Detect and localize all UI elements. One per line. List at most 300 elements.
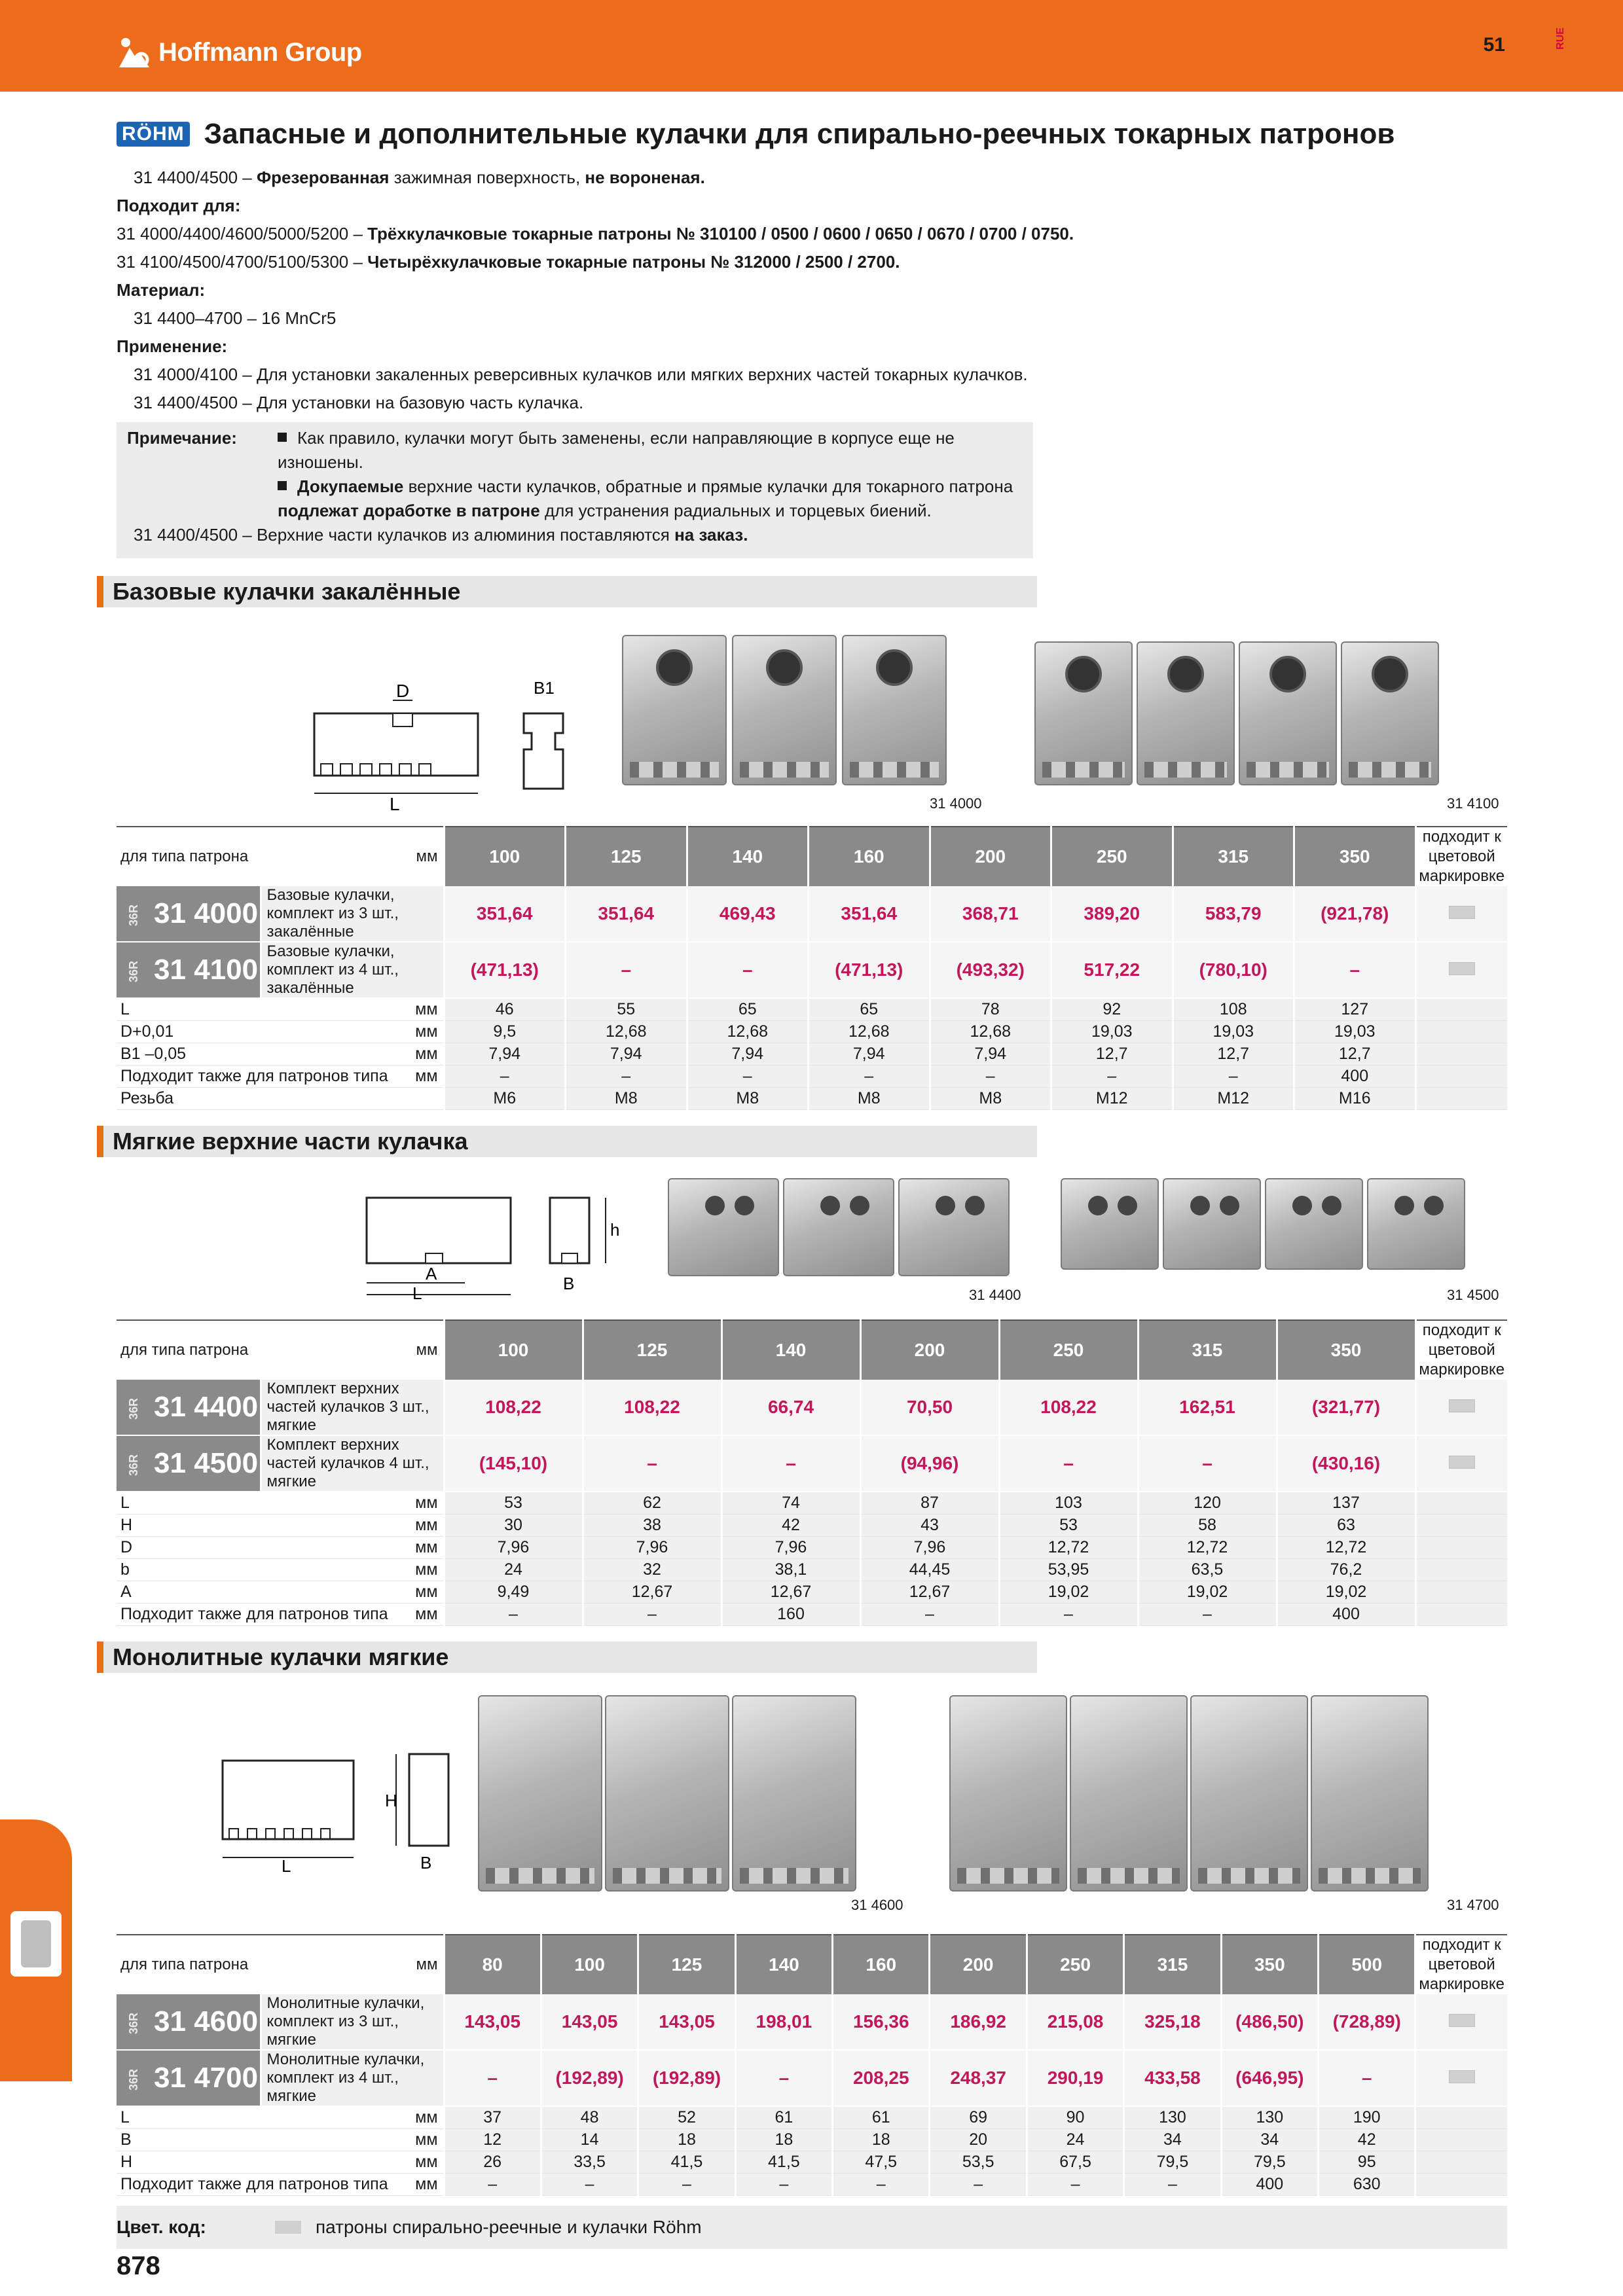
spec-value: 24 <box>444 1558 583 1581</box>
spec-value: 12,72 <box>999 1536 1138 1558</box>
jaw-photo <box>1367 1178 1465 1270</box>
bullet-icon <box>278 481 287 490</box>
spec-value: 55 <box>566 998 687 1020</box>
spec-value: 69 <box>930 2106 1027 2128</box>
spec-unit: мм <box>405 1514 444 1536</box>
chuck-size: 100 <box>444 827 566 886</box>
color-code-cell <box>1415 886 1507 942</box>
spec-value: 160 <box>721 1603 860 1625</box>
price-cell: 70,50 <box>860 1380 999 1435</box>
price-cell: (471,13) <box>444 942 566 998</box>
spec-value: – <box>735 2173 832 2195</box>
header-label: для типа патрона <box>117 1320 405 1380</box>
price-cell: (430,16) <box>1277 1435 1415 1492</box>
jaw-photo <box>732 635 837 785</box>
spec-value: 38 <box>583 1514 721 1536</box>
spec-name: L <box>117 1492 405 1514</box>
spec-row <box>117 1581 1507 1603</box>
spec-value: 12,68 <box>566 1020 687 1043</box>
product-description: Монолитные кулачки, комплект из 3 шт., мягкие <box>261 1994 444 2050</box>
price-cell: 66,74 <box>721 1380 860 1435</box>
title-row <box>117 118 1395 151</box>
spec-value: 12,68 <box>809 1020 930 1043</box>
article-prefix: 36R <box>127 1454 141 1476</box>
spec-value: 630 <box>1319 2173 1415 2195</box>
spec-value: 19,03 <box>1173 1020 1294 1043</box>
spec-unit: мм <box>405 1020 444 1043</box>
bold-text: Фрезерованная <box>256 168 390 187</box>
spec-value: 7,94 <box>444 1043 566 1065</box>
spec-value: 92 <box>1051 998 1173 1020</box>
spec-tail <box>1415 998 1507 1020</box>
spec-value: 7,94 <box>930 1043 1051 1065</box>
spec-value: 12,7 <box>1294 1043 1416 1065</box>
chuck-size: 160 <box>809 827 930 886</box>
color-swatch <box>1449 1399 1475 1412</box>
product-description: Базовые кулачки, комплект из 4 шт., закалённые <box>261 942 444 998</box>
chuck-size: 315 <box>1124 1935 1221 1994</box>
spec-value: 7,96 <box>721 1536 860 1558</box>
spec-value: M8 <box>809 1087 930 1109</box>
product-row <box>117 1380 1507 1435</box>
chuck-size: 100 <box>444 1320 583 1380</box>
spec-name: H <box>117 1514 405 1536</box>
spec-value: 53 <box>999 1514 1138 1536</box>
spec-value: 12,72 <box>1277 1536 1415 1558</box>
chuck-size: 350 <box>1277 1320 1415 1380</box>
header-row <box>117 1935 1507 1994</box>
spec-unit: мм <box>405 1581 444 1603</box>
spec-value: – <box>1051 1065 1173 1087</box>
jaw-photo <box>1163 1178 1261 1270</box>
spec-value: 38,1 <box>721 1558 860 1581</box>
section-header-base-jaws <box>97 576 1037 607</box>
price-cell: 325,18 <box>1124 1994 1221 2050</box>
article-code: 31 4000 <box>154 897 259 929</box>
spec-value: 79,5 <box>1221 2151 1318 2173</box>
dim-a-label: A <box>426 1264 437 1283</box>
spec-value: 20 <box>930 2128 1027 2151</box>
spec-value: 53 <box>444 1492 583 1514</box>
spec-value: 44,45 <box>860 1558 999 1581</box>
note-box <box>117 422 1033 558</box>
spec-row <box>117 1087 1507 1109</box>
price-cell: 108,22 <box>999 1380 1138 1435</box>
spec-name: B <box>117 2128 405 2151</box>
jaw-photo <box>949 1695 1067 1892</box>
dim-h-label: H <box>385 1791 397 1810</box>
section-title: Монолитные кулачки мягкие <box>113 1643 449 1670</box>
jaw-photo <box>898 1178 1010 1276</box>
chuck-size: 125 <box>638 1935 735 1994</box>
spec-row <box>117 1492 1507 1514</box>
price-cell: (921,78) <box>1294 886 1416 942</box>
article-number <box>117 1380 261 1435</box>
spec-tail <box>1415 1581 1507 1603</box>
article-number <box>117 1994 261 2050</box>
spec-value: 34 <box>1124 2128 1221 2151</box>
price-cell: (728,89) <box>1319 1994 1415 2050</box>
chuck-size: 350 <box>1294 827 1416 886</box>
spec-value: 12,7 <box>1051 1043 1173 1065</box>
spec-value: – <box>930 2173 1027 2195</box>
spec-value: 130 <box>1221 2106 1318 2128</box>
color-code-cell <box>1415 1435 1507 1492</box>
hoffmann-logo <box>117 33 362 72</box>
spec-value: 130 <box>1124 2106 1221 2128</box>
price-cell: 517,22 <box>1051 942 1173 998</box>
product-row <box>117 2050 1507 2106</box>
jaw-photo <box>732 1695 856 1892</box>
price-cell: (646,95) <box>1221 2050 1318 2106</box>
section-title: Мягкие верхние части кулачка <box>113 1128 468 1155</box>
dim-b-label: B <box>420 1853 432 1873</box>
caption-314700: 31 4700 <box>1447 1897 1499 1913</box>
spec-value: 32 <box>583 1558 721 1581</box>
spec-value: – <box>687 1065 809 1087</box>
spec-tail <box>1415 1514 1507 1536</box>
spec-value: – <box>638 2173 735 2195</box>
price-cell: (94,96) <box>860 1435 999 1492</box>
spec-value: 18 <box>735 2128 832 2151</box>
spec-value: – <box>583 1603 721 1625</box>
spec-unit: мм <box>405 1492 444 1514</box>
spec-tail <box>1415 2106 1507 2128</box>
spec-value: – <box>1124 2173 1221 2195</box>
spec-value: 87 <box>860 1492 999 1514</box>
spec-value: M8 <box>687 1087 809 1109</box>
spec-value: 12 <box>444 2128 541 2151</box>
article-number <box>117 2050 261 2106</box>
spec-value: 103 <box>999 1492 1138 1514</box>
spec-value: – <box>1138 1603 1277 1625</box>
note-row: 31 4400/4500 – Верхние части кулачков из алюминия поставляются на заказ. <box>134 525 748 545</box>
header-label: для типа патрона <box>117 1935 405 1994</box>
material-line: 31 4400–4700 – 16 MnCr5 <box>134 308 337 328</box>
price-cell: 143,05 <box>444 1994 541 2050</box>
price-cell: 215,08 <box>1027 1994 1123 2050</box>
jaw-photo <box>1341 641 1439 785</box>
spec-value: 52 <box>638 2106 735 2128</box>
chuck-size: 140 <box>687 827 809 886</box>
spec-value: – <box>444 1065 566 1087</box>
spec-row <box>117 1536 1507 1558</box>
caption-314500: 31 4500 <box>1447 1287 1499 1303</box>
dim-l-label: L <box>282 1856 291 1876</box>
product-description: Монолитные кулачки, комплект из 4 шт., мягкие <box>261 2050 444 2106</box>
base-jaws-table <box>117 826 1507 1110</box>
spec-value: 63,5 <box>1138 1558 1277 1581</box>
spec-value: 9,49 <box>444 1581 583 1603</box>
article-number <box>117 1435 261 1492</box>
spec-value: 19,02 <box>1277 1581 1415 1603</box>
spec-value: 12,67 <box>721 1581 860 1603</box>
spec-value: 12,7 <box>1173 1043 1294 1065</box>
price-cell: (780,10) <box>1173 942 1294 998</box>
spec-value: 12,67 <box>860 1581 999 1603</box>
price-cell: – <box>735 2050 832 2106</box>
product-description: Базовые кулачки, комплект из 3 шт., закалённые <box>261 886 444 942</box>
price-cell: – <box>1319 2050 1415 2106</box>
spec-name: B1 –0,05 <box>117 1043 405 1065</box>
spec-tail <box>1415 1043 1507 1065</box>
spec-value: 48 <box>541 2106 638 2128</box>
usage-label: Применение: <box>117 336 228 356</box>
spec-value: 43 <box>860 1514 999 1536</box>
spec-value: 58 <box>1138 1514 1277 1536</box>
price-cell: 469,43 <box>687 886 809 942</box>
jaw-photo <box>622 635 727 785</box>
intro-line <box>117 164 1360 192</box>
spec-row <box>117 998 1507 1020</box>
chuck-size: 125 <box>566 827 687 886</box>
dim-b-label: B <box>563 1274 575 1293</box>
caption-314600: 31 4600 <box>851 1897 903 1913</box>
spec-value: M12 <box>1051 1087 1173 1109</box>
spec-value: M16 <box>1294 1087 1416 1109</box>
price-cell: (486,50) <box>1221 1994 1318 2050</box>
color-code-cell <box>1415 1380 1507 1435</box>
page-number-bottom: 878 <box>117 2251 160 2280</box>
jaw-photo <box>668 1178 779 1276</box>
header-unit: мм <box>405 827 444 886</box>
jaw-photo <box>1265 1178 1363 1270</box>
article-prefix: 36R <box>127 2068 141 2090</box>
base-jaws-4-photo <box>1034 641 1439 785</box>
text: зажимная поверхность, <box>393 168 581 187</box>
spec-tail <box>1415 2128 1507 2151</box>
spec-value: – <box>444 1603 583 1625</box>
monolithic-jaw-drawing <box>210 1741 471 1878</box>
spec-row <box>117 1065 1507 1087</box>
header-unit: мм <box>405 1935 444 1994</box>
jaw-photo <box>478 1695 602 1892</box>
article-code: 31 4500 <box>154 1447 259 1479</box>
intro-block <box>117 164 1360 417</box>
spec-value: 19,03 <box>1051 1020 1173 1043</box>
dim-d-label: D <box>396 681 410 701</box>
product-row <box>117 1435 1507 1492</box>
price-cell: 108,22 <box>583 1380 721 1435</box>
spec-value: 34 <box>1221 2128 1318 2151</box>
spec-value: – <box>860 1603 999 1625</box>
product-description: Комплект верхних частей кулачков 3 шт., мягкие <box>261 1380 444 1435</box>
price-cell: 351,64 <box>444 886 566 942</box>
price-cell: (493,32) <box>930 942 1051 998</box>
spec-tail <box>1415 1087 1507 1109</box>
note-label: Примечание: <box>127 428 237 448</box>
article-prefix: 36R <box>127 960 141 982</box>
chuck-size: 250 <box>1051 827 1173 886</box>
price-cell: 368,71 <box>930 886 1051 942</box>
spec-value: 18 <box>833 2128 930 2151</box>
jaw-photo <box>783 1178 894 1276</box>
spec-value: – <box>1027 2173 1123 2195</box>
spec-value: 37 <box>444 2106 541 2128</box>
spec-row <box>117 2151 1507 2173</box>
spec-value: 65 <box>687 998 809 1020</box>
chuck-size: 140 <box>721 1320 860 1380</box>
spec-unit <box>405 1087 444 1109</box>
spec-value: 12,72 <box>1138 1536 1277 1558</box>
article-code: 31 4700 <box>154 2062 259 2094</box>
fit-line-2: 31 4100/4500/4700/5100/5300 – Четырёхкулачковые токарные патроны № 312000 / 2500 / 2700. <box>117 252 900 272</box>
chuck-category-icon <box>10 1911 62 1977</box>
base-jaw-drawing <box>308 674 583 812</box>
caption-314100: 31 4100 <box>1447 795 1499 812</box>
spec-value: 76,2 <box>1277 1558 1415 1581</box>
price-cell: 290,19 <box>1027 2050 1123 2106</box>
spec-unit: мм <box>405 1603 444 1625</box>
spec-value: 24 <box>1027 2128 1123 2151</box>
color-code-cell <box>1415 942 1507 998</box>
spec-value: 41,5 <box>735 2151 832 2173</box>
spec-unit: мм <box>405 1558 444 1581</box>
article-number <box>117 942 261 998</box>
spec-value: 7,96 <box>860 1536 999 1558</box>
hoffmann-logo-icon <box>117 35 152 70</box>
chuck-size: 250 <box>999 1320 1138 1380</box>
spec-value: 95 <box>1319 2151 1415 2173</box>
spec-name: L <box>117 998 405 1020</box>
material-label: Материал: <box>117 280 206 300</box>
legend-swatch <box>275 2221 301 2234</box>
soft-top-jaws-3-photo <box>668 1178 1010 1276</box>
price-cell: 162,51 <box>1138 1380 1277 1435</box>
spec-value: – <box>930 1065 1051 1087</box>
spec-value: – <box>999 1603 1138 1625</box>
section-header-soft-top-jaws <box>97 1126 1037 1157</box>
chuck-size: 160 <box>833 1935 930 1994</box>
legend-text: патроны спирально-реечные и кулачки Röhm <box>316 2217 702 2237</box>
color-code-cell <box>1415 1994 1507 2050</box>
price-cell: (192,89) <box>638 2050 735 2106</box>
page-title: Запасные и дополнительные кулачки для спирально-реечных токарных патронов <box>204 118 1395 150</box>
spec-unit: мм <box>405 2106 444 2128</box>
spec-value: 120 <box>1138 1492 1277 1514</box>
soft-top-jaws-table <box>117 1319 1507 1626</box>
spec-value: – <box>809 1065 930 1087</box>
spec-value: – <box>541 2173 638 2195</box>
rohm-logo: RÖHM <box>117 122 190 147</box>
article-code: 31 4100 <box>154 954 259 986</box>
product-description: Комплект верхних частей кулачков 4 шт., мягкие <box>261 1435 444 1492</box>
fits-label: Подходит для: <box>117 196 241 215</box>
spec-tail <box>1415 1020 1507 1043</box>
spec-row <box>117 2173 1507 2195</box>
spec-value: 90 <box>1027 2106 1123 2128</box>
section-marker <box>97 1126 103 1157</box>
chuck-size: 200 <box>930 1935 1027 1994</box>
spec-value: 7,96 <box>444 1536 583 1558</box>
article-prefix: 36R <box>127 1397 141 1420</box>
article-prefix: 36R <box>127 904 141 926</box>
jaw-photo <box>1061 1178 1159 1270</box>
jaw-photo <box>1311 1695 1429 1892</box>
spec-tail <box>1415 1536 1507 1558</box>
spec-value: 7,94 <box>809 1043 930 1065</box>
spec-tail <box>1415 1065 1507 1087</box>
dim-l-label: L <box>412 1283 422 1302</box>
spec-name: D+0,01 <box>117 1020 405 1043</box>
price-cell: 108,22 <box>444 1380 583 1435</box>
spec-value: 46 <box>444 998 566 1020</box>
caption-314400: 31 4400 <box>969 1287 1021 1303</box>
spec-value: 137 <box>1277 1492 1415 1514</box>
price-cell: – <box>583 1435 721 1492</box>
header-unit: мм <box>405 1320 444 1380</box>
chuck-size: 315 <box>1138 1320 1277 1380</box>
spec-name: A <box>117 1581 405 1603</box>
article-prefix: 36R <box>127 2012 141 2034</box>
spec-row <box>117 1043 1507 1065</box>
spec-value: 65 <box>809 998 930 1020</box>
chuck-size: 100 <box>541 1935 638 1994</box>
spec-row <box>117 2128 1507 2151</box>
spec-name: Подходит также для патронов типа <box>117 1603 405 1625</box>
legend-label: Цвет. код: <box>117 2217 206 2237</box>
spec-name: Резьба <box>117 1087 405 1109</box>
monolithic-jaws-table <box>117 1934 1507 2196</box>
dim-l-label: L <box>390 794 400 812</box>
jaw-photo <box>605 1695 729 1892</box>
spec-value: 400 <box>1277 1603 1415 1625</box>
note-row <box>127 475 1019 523</box>
spec-value: 19,03 <box>1294 1020 1416 1043</box>
price-cell: 143,05 <box>541 1994 638 2050</box>
spec-name: D <box>117 1536 405 1558</box>
spec-value: M8 <box>930 1087 1051 1109</box>
spec-value: 7,94 <box>687 1043 809 1065</box>
spec-unit: мм <box>405 2173 444 2195</box>
spec-value: 79,5 <box>1124 2151 1221 2173</box>
base-jaws-3-photo <box>622 635 947 785</box>
page-number-top: 51 <box>1483 34 1505 56</box>
spec-value: 14 <box>541 2128 638 2151</box>
monolithic-jaws-3-photo <box>478 1695 856 1892</box>
spec-value: 42 <box>721 1514 860 1536</box>
spec-value: 190 <box>1319 2106 1415 2128</box>
soft-top-jaw-drawing <box>354 1185 655 1302</box>
caption-314000: 31 4000 <box>930 795 982 812</box>
spec-value: M6 <box>444 1087 566 1109</box>
jaw-photo <box>1034 641 1133 785</box>
spec-value: 33,5 <box>541 2151 638 2173</box>
product-row <box>117 942 1507 998</box>
chuck-size: 140 <box>735 1935 832 1994</box>
spec-value: 7,94 <box>566 1043 687 1065</box>
price-cell: 198,01 <box>735 1994 832 2050</box>
monolithic-jaws-4-photo <box>949 1695 1429 1892</box>
bold-text: не вороненая. <box>585 168 705 187</box>
header-row <box>117 1320 1507 1380</box>
spec-value: 400 <box>1294 1065 1416 1087</box>
fit-line-1: 31 4000/4400/4600/5000/5200 – Трёхкулачковые токарные патроны № 310100 / 0500 / 0600 / 0650 / 0670 / 0700 / 0750. <box>117 224 1074 243</box>
section-marker <box>97 576 103 607</box>
jaw-photo <box>1190 1695 1308 1892</box>
color-code-header: подходит к цветовой маркировке <box>1415 1320 1507 1380</box>
usage-line-2: 31 4400/4500 – Для установки на базовую часть кулачка. <box>134 393 584 412</box>
section-title: Базовые кулачки закалённые <box>113 578 461 605</box>
spec-value: 9,5 <box>444 1020 566 1043</box>
price-cell: – <box>999 1435 1138 1492</box>
color-code-header: подходит к цветовой маркировке <box>1415 827 1507 886</box>
jaw-photo <box>1070 1695 1188 1892</box>
color-swatch <box>1449 2014 1475 2027</box>
spec-value: 12,67 <box>583 1581 721 1603</box>
color-code-header: подходит к цветовой маркировке <box>1415 1935 1507 1994</box>
spec-value: 18 <box>638 2128 735 2151</box>
